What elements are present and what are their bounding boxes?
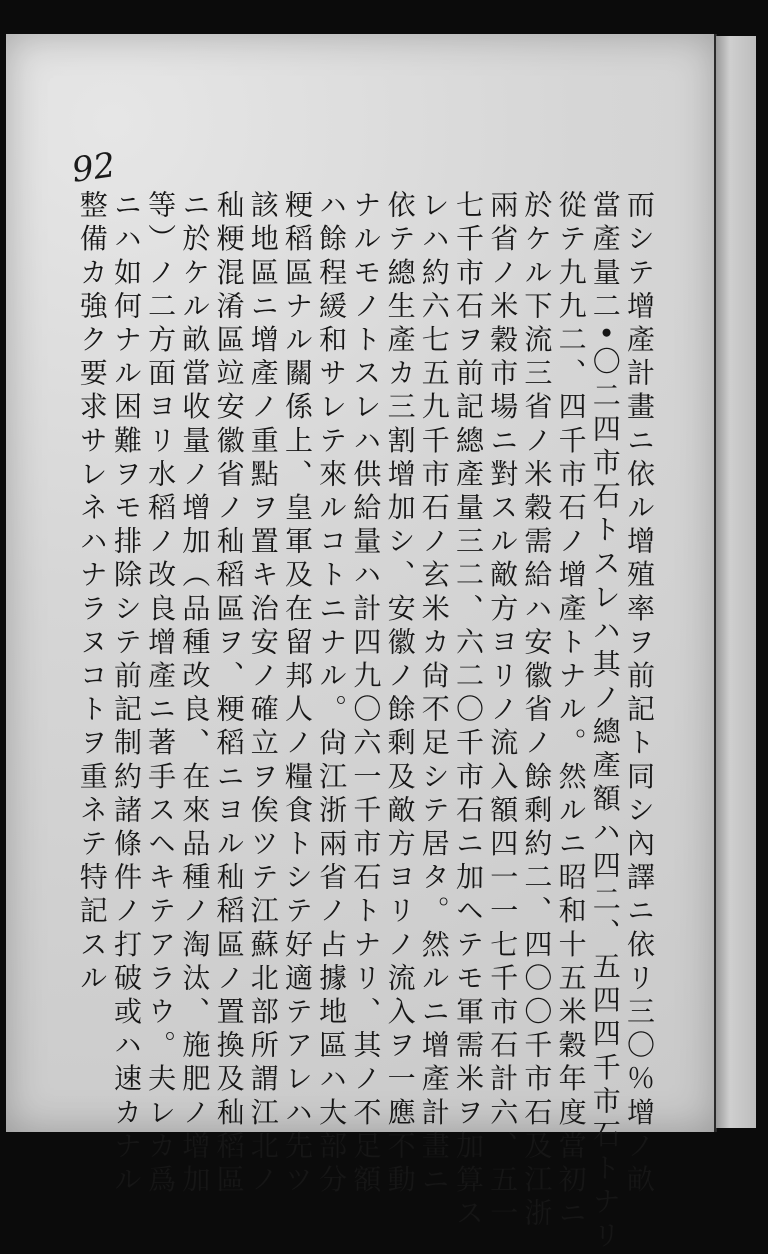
text-line: 秈粳混淆區竝安徽省ノ秈稻區ヲ、粳稻ニヨル秈稻區ノ置換及秈稻區 xyxy=(212,190,246,1198)
text-line: 從テ九九二、四千市石ノ增產トナル。然ルニ昭和十五米穀年度當初ニ xyxy=(554,190,588,1232)
text-line: 當產量二•〇二四市石トスレハ其ノ總產額ハ四二、五四四千市石トナリ xyxy=(588,190,622,1254)
text-line: ニ於ケル畝當收量ノ增加（品種改良、在來品種ノ淘汰、施肥ノ增加 xyxy=(178,190,212,1198)
text-line: 依テ總生產カ三割增加シ、安徽ノ餘剩及敵方ヨリノ流入ヲ一應不動 xyxy=(383,190,417,1198)
text-line: 而シテ增產計畫ニ依ル增殖率ヲ前記ト同シ內譯ニ依リ三〇％增ノ畝 xyxy=(623,190,656,1198)
text-line: ハ餘程緩和サレテ來ルコトニナル。尙江浙兩省ノ占據地區ハ大部分 xyxy=(315,190,349,1198)
next-page-edge xyxy=(716,36,756,1128)
text-line: 兩省ノ米穀市場ニ對スル敵方ヨリノ流入額四一一七千市石計六、五一 xyxy=(486,190,520,1232)
vertical-text-block xyxy=(75,190,656,1254)
text-line: 整備カ強ク要求サレネハナラヌコトヲ重ネテ特記スル xyxy=(75,190,109,997)
text-line: ナルモノトスレハ供給量ハ計四九〇六一千市石トナリ、其ノ不足額 xyxy=(349,190,383,1198)
text-line: 等）ノ二方面ヨリ水稻ノ改良增產ニ著手スヘキテアラウ。夫レカ爲 xyxy=(144,190,178,1198)
text-line: ニハ如何ナル困難ヲモ排除シテ前記制約諸條件ノ打破或ハ速カナル xyxy=(109,190,143,1198)
text-line: レハ約六七五九千市石ノ玄米カ尙不足シテ居タ。然ルニ增產計畫ニ xyxy=(417,190,451,1198)
text-line: 於ケル下流三省ノ米穀需給ハ安徽省ノ餘剩約二、四〇〇千市石及江浙 xyxy=(520,190,554,1232)
text-line: 該地區ニ增產ノ重點ヲ置キ治安ノ確立ヲ俟ツテ江蘇北部所謂江北ノ xyxy=(246,190,280,1198)
page-number: 92 xyxy=(69,145,118,191)
text-line: 七千市石ヲ前記總產量三二、六二〇千市石ニ加ヘテモ軍需米ヲ加算ス xyxy=(451,190,485,1232)
text-line: 粳稻區ナル關係上、皇軍及在留邦人ノ糧食トシテ好適テアレハ先ツ xyxy=(280,190,314,1198)
